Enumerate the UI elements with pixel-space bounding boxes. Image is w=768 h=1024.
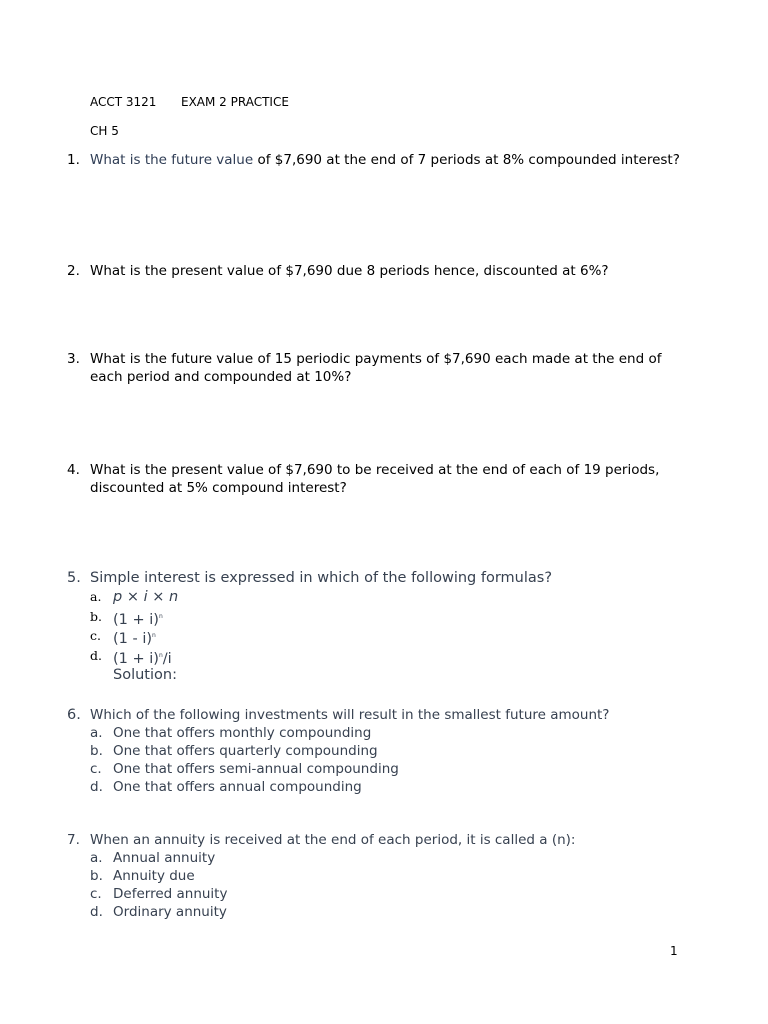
question-number: 6. — [67, 707, 81, 723]
question-6 — [67, 706, 687, 801]
option-text: Annual annuity — [113, 850, 216, 866]
question-text: Which of the following investments will result in the smallest future amount? — [90, 707, 610, 723]
option-letter: c. — [90, 761, 102, 777]
question-text: When an annuity is received at the end of each period, it is called a (n): — [90, 832, 576, 848]
question-text: What is the present value of $7,690 due 8 periods hence, discounted at 6%? — [90, 263, 609, 279]
question-number: 5. — [67, 570, 81, 586]
option-text: One that offers annual compounding — [113, 779, 362, 795]
question-text: What is the present value of $7,690 to be received at the end of each of 19 periods, discounted at 5% compound interest? — [90, 462, 660, 496]
question-5 — [67, 568, 687, 688]
option-letter: b. — [90, 743, 103, 759]
question-text-lead: What is the future value — [90, 152, 254, 168]
option-letter: a. — [90, 589, 102, 604]
formula-p: p — [113, 589, 123, 605]
option-letter: d. — [90, 904, 103, 920]
solution-text: Solution: — [113, 667, 177, 683]
question-number: 2. — [67, 263, 80, 279]
question-7 — [67, 831, 687, 926]
option-letter: c. — [90, 886, 102, 902]
solution-label — [113, 666, 673, 684]
option-letter: b. — [90, 868, 103, 884]
course-code: ACCT 3121 — [90, 95, 157, 109]
option-text: One that offers semi-annual compounding — [113, 761, 399, 777]
option-formula — [113, 608, 163, 629]
option-text: Ordinary annuity — [113, 904, 227, 920]
option-letter: d. — [90, 779, 103, 795]
formula-exponent: n — [158, 613, 163, 620]
formula-i: i — [143, 589, 148, 605]
option-letter: a. — [90, 725, 103, 741]
question-number: 4. — [67, 462, 80, 478]
chapter-label: CH 5 — [90, 124, 119, 138]
formula-times: × — [147, 589, 169, 605]
formula-base: (1 + i) — [113, 651, 159, 667]
page-number: 1 — [670, 944, 678, 958]
question-text: Simple interest is expressed in which of the following formulas? — [90, 570, 553, 586]
question-text — [90, 151, 687, 169]
option-formula — [113, 588, 178, 606]
formula-base: (1 - i) — [113, 631, 153, 647]
formula-times: × — [122, 589, 144, 605]
option-text: One that offers monthly compounding — [113, 725, 372, 741]
option-letter: a. — [90, 850, 103, 866]
formula-base: (1 + i) — [113, 612, 159, 628]
question-number: 7. — [67, 832, 80, 848]
question-text-rest: of $7,690 at the end of 7 periods at 8% compounded interest? — [253, 152, 680, 168]
formula-exponent: n — [158, 652, 163, 659]
option-letter: d. — [90, 648, 102, 663]
option-text: Deferred annuity — [113, 886, 228, 902]
question-number: 1. — [67, 152, 80, 168]
option-formula — [113, 647, 172, 668]
option-letter: c. — [90, 628, 101, 643]
exam-title: EXAM 2 PRACTICE — [181, 95, 289, 109]
option-formula — [113, 627, 156, 648]
option-letter: b. — [90, 609, 102, 624]
option-text: Annuity due — [113, 868, 195, 884]
formula-exponent: n — [152, 632, 156, 639]
question-number: 3. — [67, 351, 80, 367]
formula-tail: /i — [162, 651, 172, 667]
formula-n: n — [169, 589, 179, 605]
option-text: One that offers quarterly compounding — [113, 743, 378, 759]
question-text: What is the future value of 15 periodic payments of $7,690 each made at the end of each period and compounded at 10%? — [90, 351, 662, 385]
